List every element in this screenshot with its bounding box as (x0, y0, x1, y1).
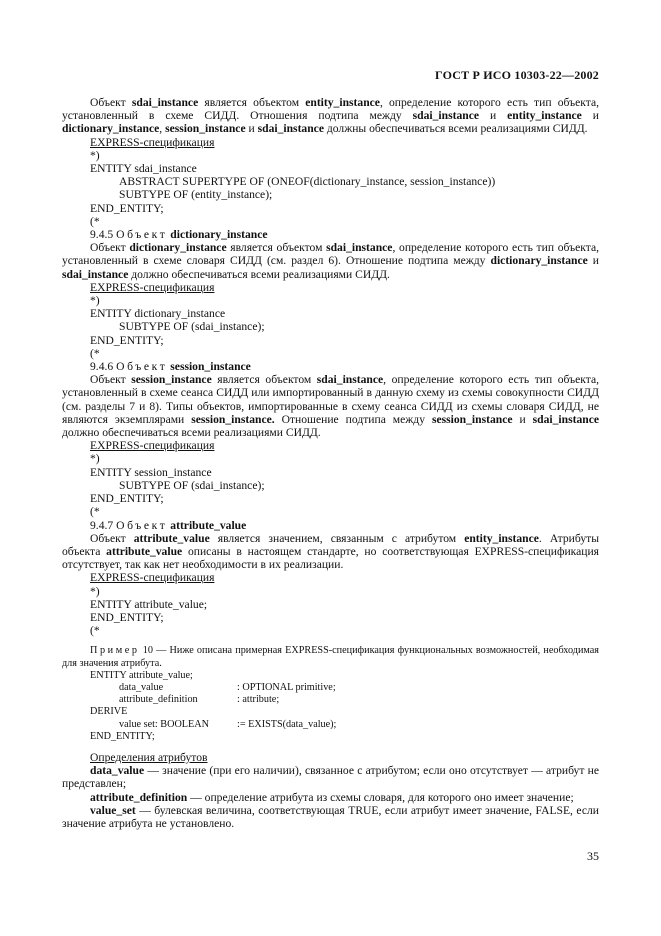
code-line: ENTITY sdai_instance (90, 162, 197, 176)
attribute-definition-item: value_set — булевская величина, соответствующая TRUE, если атрибут имеет значение, FALSE, если значение атрибута не установлено. (62, 803, 599, 830)
intro-paragraph: Объект sdai_instance является объектом entity_instance, определение которого есть тип объекта, установленный в схеме СИДД. Отношения подтипа между sdai_instance и entity_instance и dictionary_instance, session_instance и sdai_instance должны обеспечиваться всеми реализациями СИДД. (62, 96, 599, 136)
example-code-line: ENTITY attribute_value; (90, 669, 193, 681)
express-spec-label: EXPRESS-спецификация (90, 571, 215, 585)
section-946-paragraph: Объект session_instance является объектом sdai_instance, определение которого есть тип объекта, установленный в схеме сеанса СИДД или импортированный в данную схему из схемы совокупности СИДД (см. разделы 7 и 8). Типы объектов, импортированные в схему сеанса СИДД из схемы словаря СИДД, не являются экземплярами session_instance. Отношение подтипа между session_instance и sdai_instance должно обеспечиваться всеми реализациями СИДД. (62, 373, 599, 440)
page-number: 35 (587, 849, 599, 863)
section-945-paragraph: Объект dictionary_instance является объектом sdai_instance, определение которого есть тип объекта, установленный в схеме словаря СИДД (см. раздел 6). Отношение подтипа между dictionary_instance и sdai_instance должно обеспечиваться всеми реализациями СИДД. (62, 241, 599, 281)
express-spec-label: EXPRESS-спецификация (90, 439, 215, 453)
attribute-definition-item: attribute_definition — определение атрибута из схемы словаря, для которого оно имеет значение; (90, 790, 574, 804)
code-line: SUBTYPE OF (sdai_instance); (119, 478, 265, 492)
code-line: *) (90, 294, 100, 308)
code-line: END_ENTITY; (90, 333, 164, 347)
express-spec-label: EXPRESS-спецификация (90, 135, 215, 149)
example-note: Пример 10 — Ниже описана примерная EXPRESS-спецификация функциональных возможностей, необходимая для значения атрибута. (62, 645, 599, 669)
example-code-row: value set: BOOLEAN := EXISTS(data_value); (119, 718, 337, 730)
example-code-line: END_ENTITY; (90, 730, 155, 742)
section-heading-945: 9.4.5 Объект dictionary_instance (90, 228, 268, 242)
code-line: *) (90, 148, 100, 162)
code-line: ENTITY session_instance (90, 465, 212, 479)
page-content (62, 96, 599, 830)
code-line: ENTITY attribute_value; (90, 597, 208, 611)
code-line: *) (90, 584, 100, 598)
code-line: *) (90, 452, 100, 466)
code-line: END_ENTITY; (90, 492, 164, 506)
attribute-definitions-heading: Определения атрибутов (90, 750, 208, 764)
code-line: (* (90, 505, 100, 519)
code-line: (* (90, 624, 100, 638)
code-line: ABSTRACT SUPERTYPE OF (ONEOF(dictionary_instance, session_instance)) (119, 175, 496, 189)
code-line: ENTITY dictionary_instance (90, 307, 226, 321)
section-heading-946: 9.4.6 Объект session_instance (90, 360, 251, 374)
code-line: SUBTYPE OF (entity_instance); (119, 188, 273, 202)
example-code-line: DERIVE (90, 706, 128, 718)
example-code-row: attribute_definition : attribute; (119, 694, 280, 706)
section-947-paragraph: Объект attribute_value является значением, связанным с атрибутом entity_instance. Атрибуты объекта attribute_value описаны в настоящем стандарте, но соответствующая EXPRESS-спецификация отсутствует, так как нет необходимости в их реализации. (62, 531, 600, 572)
document-id: ГОСТ Р ИСО 10303-22—2002 (435, 68, 599, 82)
code-line: END_ENTITY; (90, 610, 164, 624)
code-line: END_ENTITY; (90, 201, 164, 215)
section-heading-947: 9.4.7 Объект attribute_value (90, 518, 247, 532)
code-line: (* (90, 346, 100, 360)
example-code-row: data_value : OPTIONAL primitive; (119, 681, 336, 693)
code-line: (* (90, 214, 100, 228)
code-line: SUBTYPE OF (sdai_instance); (119, 320, 265, 334)
attribute-definition-item: data_value — значение (при его наличии), связанное с атрибутом; если оно отсутствует — атрибут не представлен; (62, 764, 599, 791)
express-spec-label: EXPRESS-спецификация (90, 280, 215, 294)
